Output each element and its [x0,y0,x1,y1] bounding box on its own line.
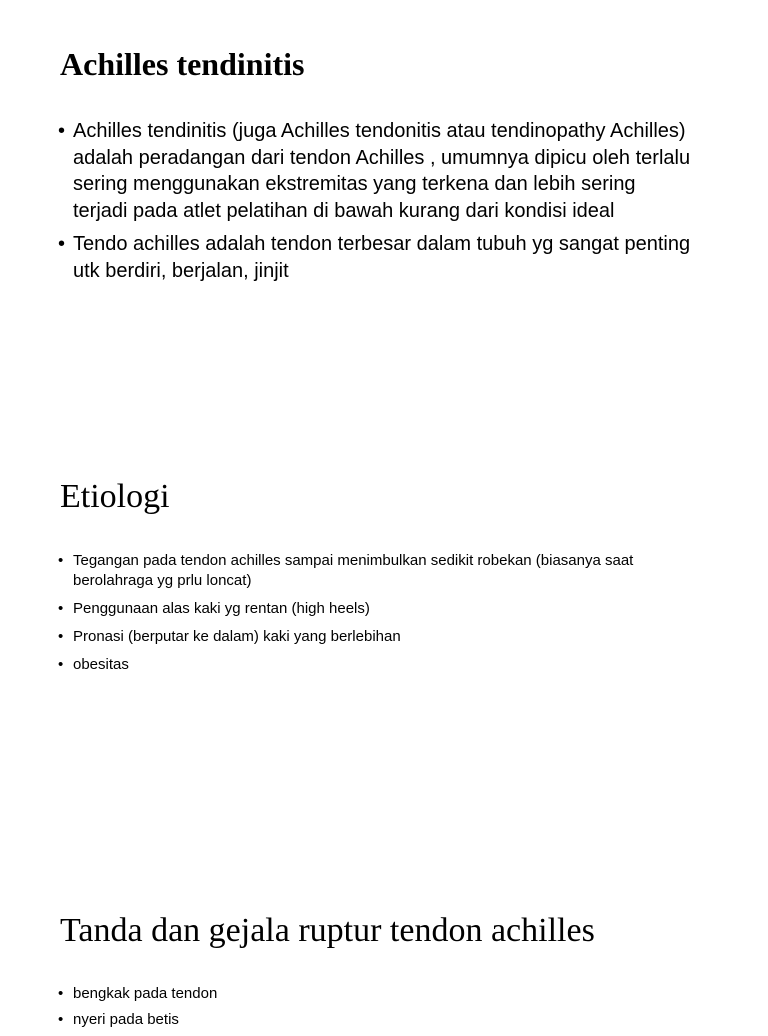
bullet-list [0,984,693,1036]
list-item [0,551,693,591]
bullet-icon: • [58,656,64,673]
bullet-text: Achilles tendinitis (juga Achilles tendonitis atau tendinopathy Achilles) adalah peradangan dari tendon Achilles , umumnya dipicu oleh terlalu sering menggunakan ekstremitas yang terkena dan lebih sering terjadi pada atlet pelatihan di bawah kurang dari kondisi ideal [73,120,691,222]
bullet-icon: • [58,628,64,645]
bullet-text: Pronasi (berputar ke dalam) kaki yang berlebihan [73,628,401,645]
list-item [0,627,693,647]
bullet-icon: • [58,985,64,1002]
list-item [0,118,693,224]
list-item [0,984,693,1004]
slide-etiologi [0,440,768,880]
list-item [0,599,693,619]
slide-achilles-tendinitis [0,0,768,440]
bullet-icon: • [58,1011,64,1028]
bullet-icon: • [58,120,66,142]
bullet-text: bengkak pada tendon [73,985,218,1002]
list-item [0,655,693,675]
slide-title: Etiologi [60,478,170,515]
slide-title: Achilles tendinitis [60,46,305,82]
bullet-list [0,118,693,291]
slide-title: Tanda dan gejala ruptur tendon achilles [60,912,595,949]
slide-tanda-dan-gejala [0,880,768,1028]
bullet-text: Penggunaan alas kaki yg rentan (high heels) [73,600,370,617]
bullet-text: nyeri pada betis [73,1011,179,1028]
bullet-icon: • [58,600,64,617]
bullet-list [0,551,693,683]
list-item [0,1010,693,1030]
bullet-icon: • [58,552,64,569]
bullet-text: obesitas [73,656,129,673]
list-item [0,231,693,284]
bullet-icon: • [58,233,66,255]
bullet-text: Tegangan pada tendon achilles sampai menimbulkan sedikit robekan (biasanya saat berolahraga yg prlu loncat) [73,552,634,589]
bullet-text: Tendo achilles adalah tendon terbesar dalam tubuh yg sangat penting utk berdiri, berjalan, jinjit [73,233,691,282]
